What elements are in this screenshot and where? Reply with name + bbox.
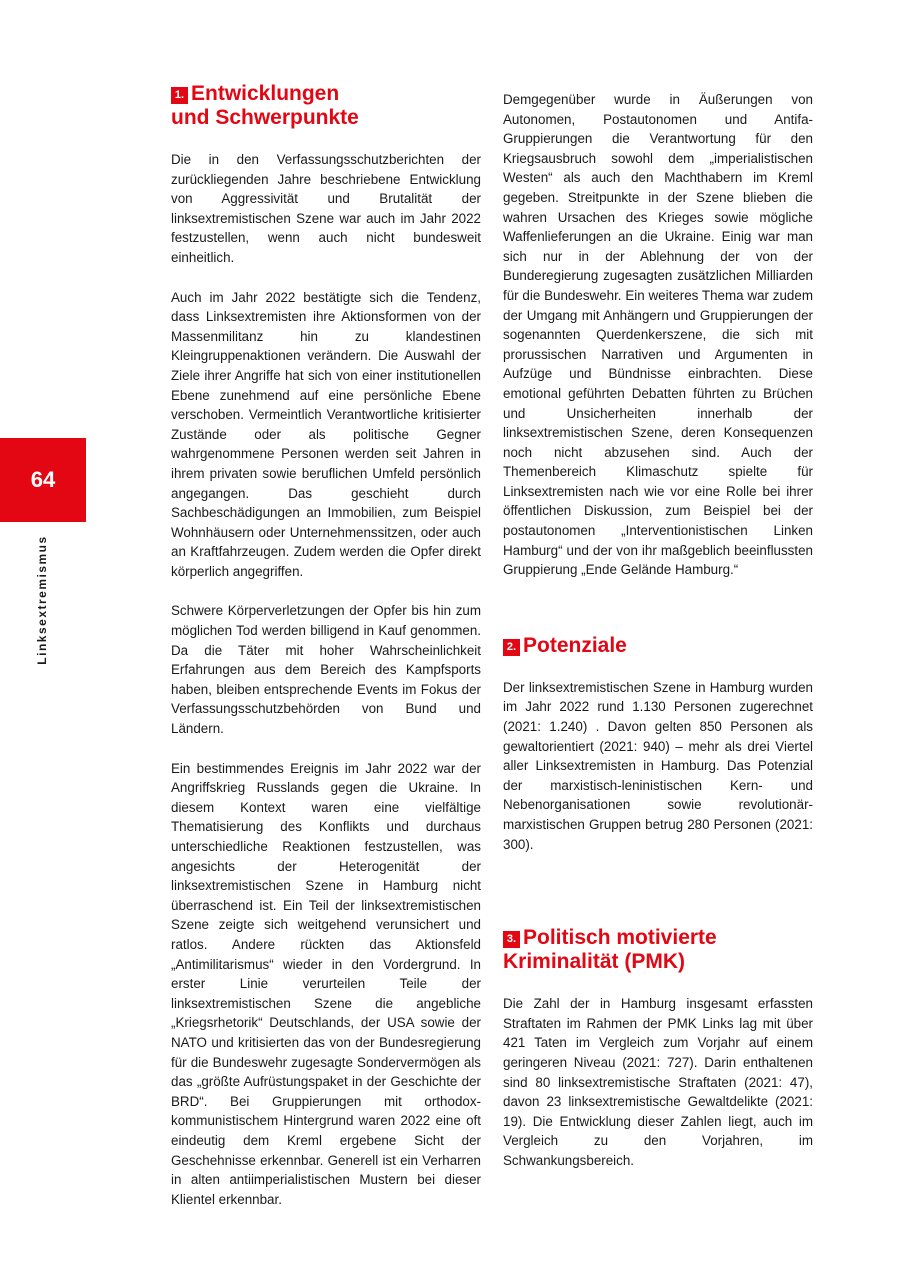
left-column	[171, 82, 481, 1209]
section-2-title: Potenziale	[523, 633, 627, 657]
section-1-title-line1: Entwicklungen	[191, 82, 340, 105]
section-3-paragraph: Die Zahl der in Hamburg insgesamt erfassten Straftaten im Rahmen der PMK Links lag mit über 421 Taten im Vergleich zum Vorjahr auf einem geringeren Niveau (2021: 727). Darin enthaltenen sind 80 linksextremistische Straftaten (2021: 47), davon 23 linksextremistische Gewaltdelikte (2021: 19). Die Entwicklung dieser Zahlen liegt, auch im Vergleich zu den Vorjahren, im Schwankungsbereich.	[503, 996, 813, 1168]
section-1-paragraph: Schwere Körperverletzungen der Opfer bis hin zum möglichen Tod werden billigend in Kauf genommen. Da die Täter mit hoher Wahrscheinlichkeit Erfahrungen aus dem Bereich des Kampfsports haben, bleiben entsprechende Events im Fokus der Verfassungsschutzbehörden von Bund und Ländern.	[171, 603, 481, 737]
section-1-paragraph: Die in den Verfassungsschutzberichten der zurückliegenden Jahre beschriebene Entwicklung von Aggressivität und Brutalität der linksextremistischen Szene war auch im Jahr 2022 festzustellen, wenn auch nicht bundesweit einheitlich.	[171, 152, 481, 265]
section-2-number: 2.	[503, 639, 520, 656]
section-2-heading	[503, 634, 813, 658]
section-3-title-line1: Politisch motivierte	[523, 926, 717, 950]
section-3-heading	[503, 926, 813, 974]
section-1-paragraph: Auch im Jahr 2022 bestätigte sich die Tendenz, dass Linksextremisten ihre Aktionsformen von der Massenmilitanz hin zu klandestinen Kleingruppenaktionen verändern. Die Auswahl der Ziele ihrer Angriffe hat sich von einer institutionellen Ebene zunehmend auf eine persönliche Ebene verschoben. Vermeintlich Verantwortliche kritisierter Zustände oder als politische Gegner wahrgenommene Personen werden seit Jahren in ihrem privaten sowie beruflichen Umfeld persönlich angegangen. Das geschieht durch Sachbeschädigungen an Immobilien, zum Beispiel Wohnhäusern oder Unternehmenssitzen, oder auch an Kraftfahrzeugen. Zudem werden die Opfer direkt körperlich angegriffen.	[171, 289, 481, 579]
section-1-title-line2: und Schwerpunkte	[171, 106, 359, 129]
section-3-number: 3.	[503, 931, 520, 948]
section-1-paragraph: Demgegenüber wurde in Äußerungen von Autonomen, Postautonomen und Antifa-Gruppierungen die Verantwortung für den Kriegsausbruch sowohl dem „imperialistischen Westen“ als auch den Machthabern im Kreml gegeben. Streitpunkte in der Szene blieben die wahren Ursachen des Krieges sowie mögliche Waffenlieferungen an die Ukraine. Einig war man sich nur in der Ablehnung der von der Bunderegierung zugesagten zusätzlichen Milliarden für die Bundeswehr. Ein weiteres Thema war zudem der Umgang mit Anhängern und Gruppierungen der sogenannten Querdenkerszene, die sich mit prorussischen Narrativen und Argumenten in Aufzüge und Bündnisse einbrachten. Diese emotional geführten Debatten führten zu Brüchen und Unsicherheiten innerhalb der linksextremistischen Szene, deren Konsequenzen noch nicht abzusehen sind. Auch der Themenbereich Klimaschutz spielte für Linksextremisten nach wie vor eine Rolle bei ihrer öffentlichen Diskussion, zum Beispiel bei der postautonomen „Interventionistischen Linken Hamburg“ und der von ihr maßgeblich beeinflussten Gruppierung „Ende Gelände Hamburg.“	[503, 92, 813, 578]
section-label: Linksextremismus	[35, 535, 49, 665]
page-number: 64	[30, 467, 56, 492]
section-1-number: 1.	[171, 87, 188, 104]
section-2-paragraph: Der linksextremistischen Szene in Hamburg wurden im Jahr 2022 rund 1.130 Personen zugerechnet (2021: 1.240) . Davon gelten 850 Personen als gewaltorientiert (2021: 940) – mehr als drei Viertel aller Linksextremisten in Hamburg. Das Potenzial der marxistisch-leninistischen Kern- und Nebenorganisationen sowie revolutionär-marxistischen Gruppen betrug 280 Personen (2021: 300).	[503, 679, 813, 852]
section-1-paragraph: Ein bestimmendes Ereignis im Jahr 2022 war der Angriffskrieg Russlands gegen die Ukraine. In diesem Kontext waren eine vielfältige Thematisierung des Konflikts und durchaus unterschiedliche Reaktionen festzustellen, was angesichts der Heterogenität der linksextremistischen Szene in Hamburg nicht überraschend ist. Ein Teil der linksextremistischen Szene zeigte sich weitgehend verunsichert und ratlos. Andere rückten das Aktionsfeld „Antimilitarismus“ wieder in den Vordergrund. In erster Linie verurteilen Teile der linksextremistischen Szene die angebliche „Kriegsrhetorik“ Deutschlands, der USA sowie der NATO und kritisierten das von der Bundesregierung für die Bundeswehr zugesagte Sondervermögen als das „größte Aufrüstungspaket in der Geschichte der BRD“. Bei Gruppierungen mit orthodox-kommunistischem Hintergrund waren 2022 eine oft eindeutig dem Kreml ergebene Sicht der Geschehnisse erkennbar. Generell ist ein Verharren in alten antiimperialistischen Mustern bei dieser Klientel erkennbar.	[171, 760, 481, 1207]
section-1-heading	[171, 82, 481, 130]
page-number-tab	[0, 438, 86, 522]
section-3-title-line2: Kriminalität (PMK)	[503, 950, 686, 974]
right-column	[503, 90, 813, 1171]
